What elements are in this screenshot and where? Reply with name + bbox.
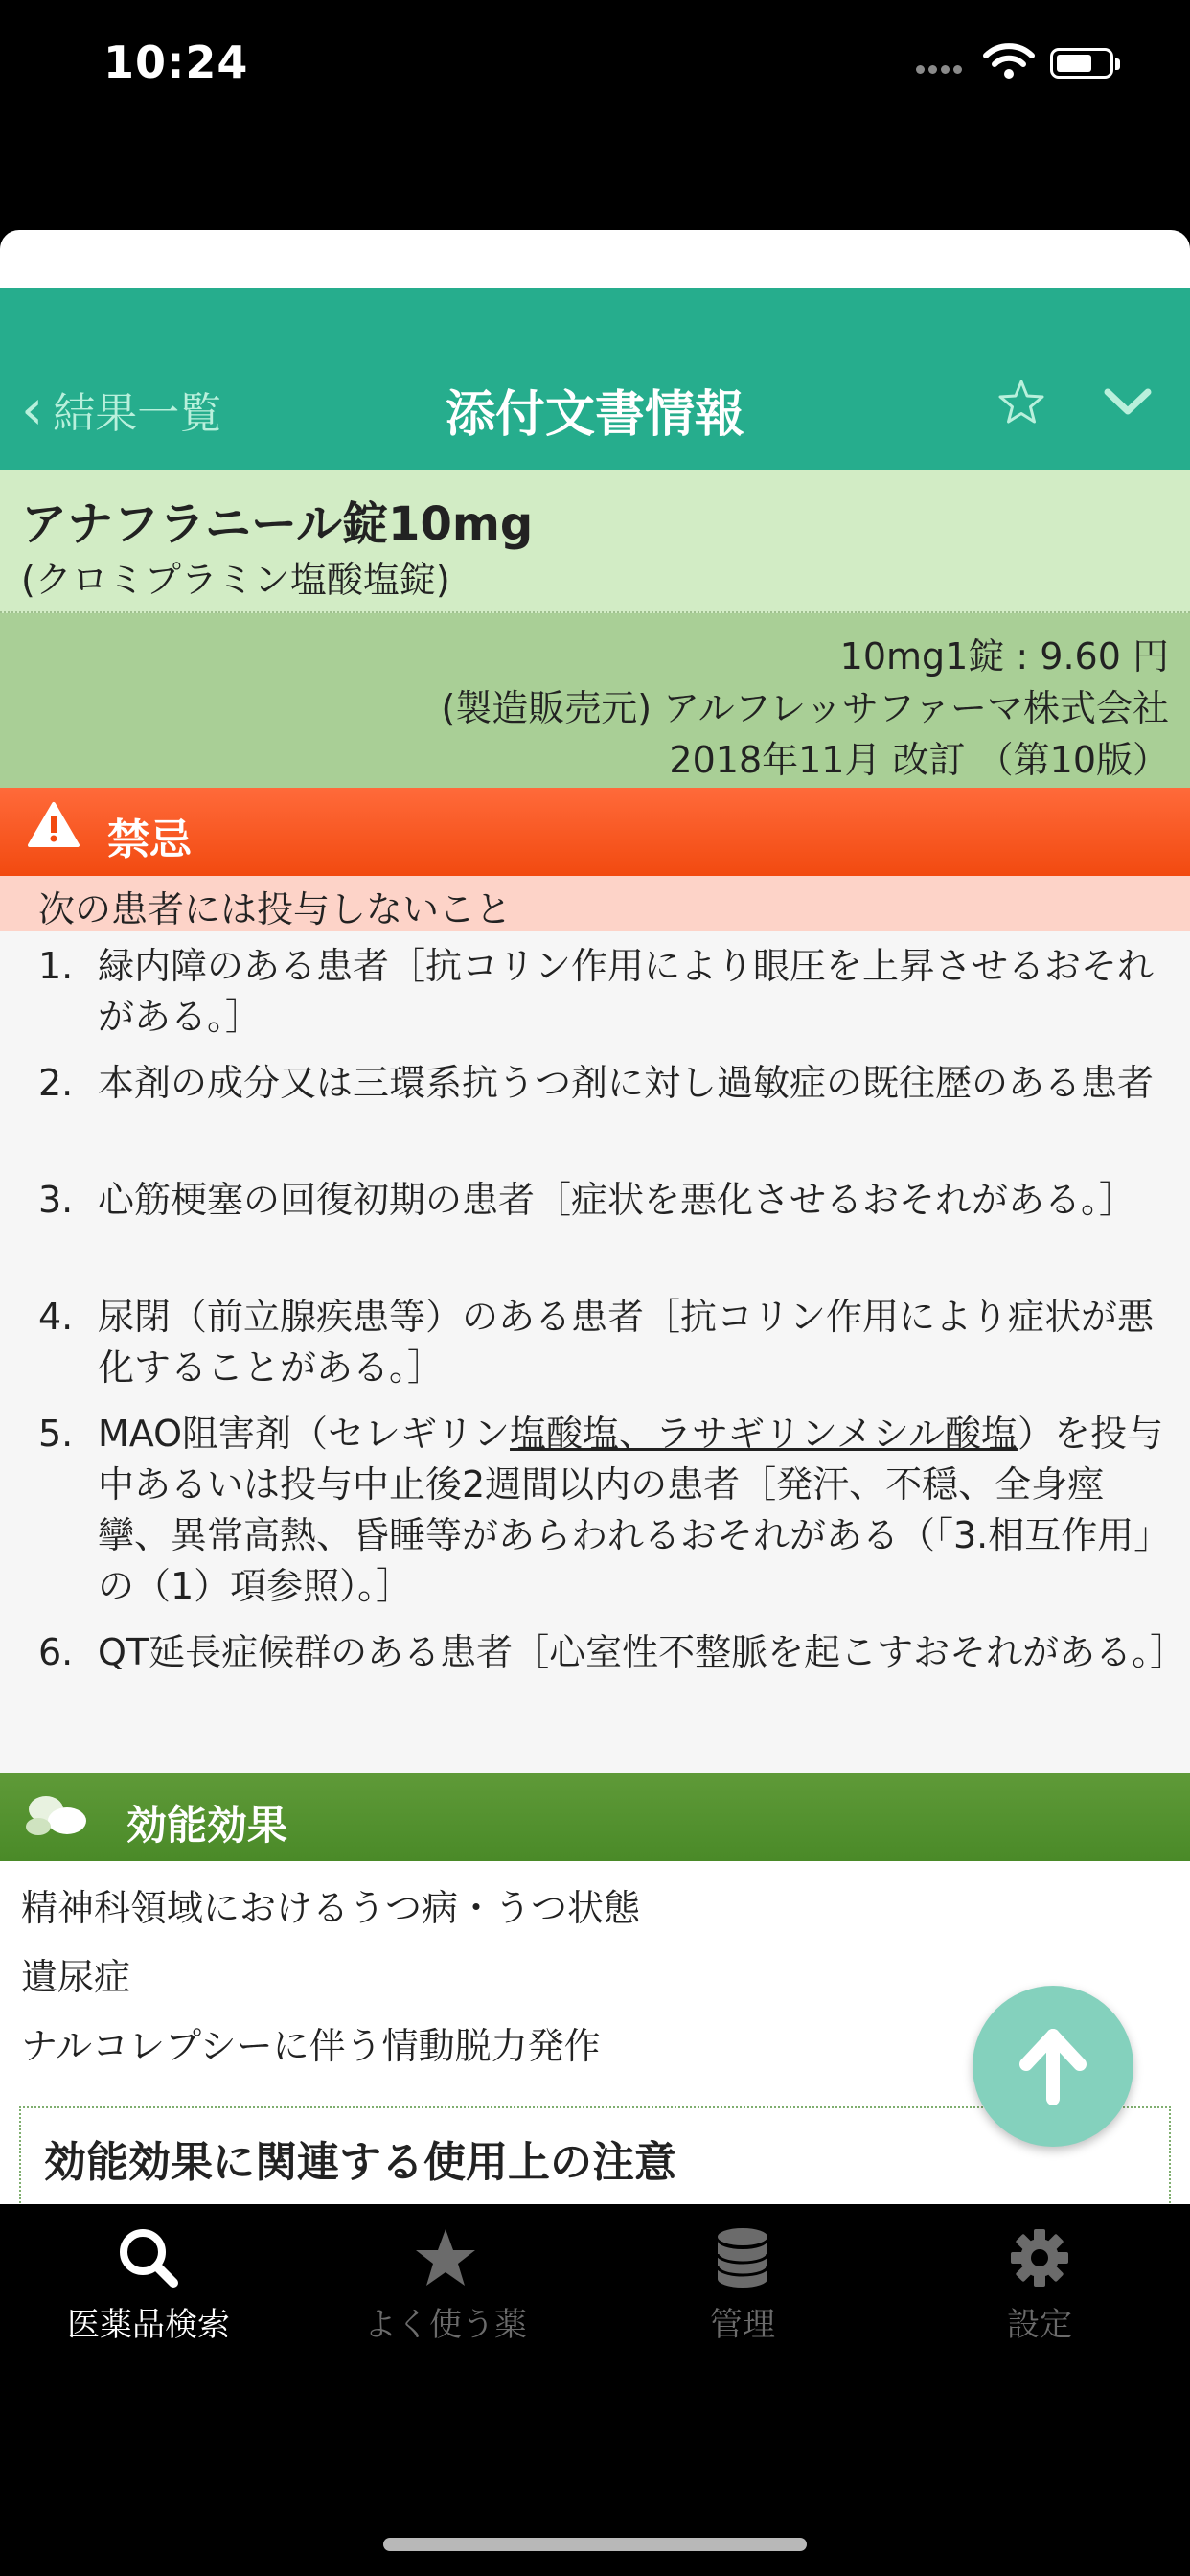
item-text: 尿閉（前立腺疾患等）のある患者［抗コリン作用により症状が悪化することがある。］ [98, 1296, 1155, 1389]
contraindications-title: 禁忌 [107, 816, 192, 864]
item-text: 緑内障のある患者［抗コリン作用により眼圧を上昇させるおそれがある。］ [98, 945, 1155, 1038]
drug-header [0, 470, 1190, 613]
favorite-star-icon[interactable] [996, 378, 1046, 431]
efficacy-header [0, 1773, 1190, 1861]
search-icon [114, 2225, 183, 2290]
item-number: 5. [38, 1413, 74, 1455]
tab-favorites[interactable] [297, 2225, 594, 2345]
tab-settings[interactable] [891, 2225, 1188, 2345]
arrow-up-icon [973, 1986, 1133, 2147]
item-text: 本剤の成分又は三環系抗うつ剤に対し過敏症の既往歴のある患者 [98, 1062, 1155, 1104]
warning-icon [27, 801, 80, 853]
pill-icon [21, 1788, 94, 1848]
star-icon [411, 2225, 480, 2290]
efficacy-item: 精神科領域におけるうつ病・うつ状態 [21, 1887, 641, 1929]
item-text: 心筋梗塞の回復初期の患者［症状を悪化させるおそれがある。］ [98, 1179, 1136, 1221]
battery-icon [1050, 48, 1113, 79]
efficacy-item: ナルコレプシーに伴う情動脱力発作 [21, 2025, 601, 2067]
efficacy-note-title: 効能効果に関連する使用上の注意 [44, 2138, 676, 2187]
contraindications-list [0, 932, 1190, 1773]
status-time: 10:24 [103, 36, 249, 88]
item-number: 3. [38, 1179, 74, 1221]
cellular-signal-icon [916, 59, 966, 78]
item-text: QT延長症候群のある患者［心室性不整脈を起こすおそれがある。］ [98, 1631, 1187, 1673]
contraindications-subtitle-text: 次の患者には投与しないこと [38, 888, 513, 931]
tab-bar [0, 2204, 1190, 2576]
contraindications-header [0, 788, 1190, 876]
tab-label: 管理 [710, 2306, 775, 2344]
navigation-bar [0, 288, 1190, 470]
chevron-down-icon[interactable] [1104, 387, 1152, 420]
chevron-left-icon: ‹ [21, 377, 44, 442]
item-number: 6. [38, 1631, 74, 1673]
drug-name: アナフラニール錠10mg [21, 497, 534, 551]
content-sheet [0, 230, 1190, 2204]
item-text [98, 1409, 1171, 1612]
back-label: 結果一覧 [53, 389, 222, 438]
item-number: 2. [38, 1062, 74, 1104]
drug-generic-name: (クロミプラミン塩酸塩錠) [21, 559, 450, 601]
efficacy-title: 効能効果 [126, 1802, 288, 1849]
gear-icon [1005, 2225, 1074, 2290]
efficacy-item: 遺尿症 [21, 1956, 131, 1998]
database-icon [708, 2225, 777, 2290]
drug-manufacturer: (製造販売元) アルフレッサファーマ株式会社 [441, 687, 1169, 729]
tab-label: よく使う薬 [364, 2306, 527, 2344]
drug-revision: 2018年11月 改訂 （第10版） [669, 739, 1169, 781]
status-bar [0, 0, 1190, 134]
page-title: 添付文書情報 [445, 386, 744, 444]
drug-meta [0, 613, 1190, 788]
item-number: 4. [38, 1296, 74, 1338]
item-text-part: MAO阻害剤（セレギリン [98, 1413, 511, 1455]
tab-label: 設定 [1007, 2306, 1072, 2344]
scroll-to-top-button[interactable] [973, 1986, 1133, 2147]
contraindications-subtitle [0, 876, 1190, 932]
item-number: 1. [38, 945, 74, 987]
tab-management[interactable] [594, 2225, 891, 2345]
drug-price: 10mg1錠 : 9.60 円 [839, 635, 1169, 678]
drug-link[interactable]: 塩酸塩、ラサギリンメシル酸塩 [510, 1413, 1018, 1455]
item-text-part: ）を投与中あるいは投与中止後2週間以内の患者［発汗、不穏、全身痙攣、異常高熱、昏睡等があらわれるおそれがある（「3.相互作用」の（1）項参照）。］ [98, 1413, 1171, 1607]
home-indicator [383, 2538, 807, 2551]
wifi-icon [983, 42, 1035, 84]
tab-label: 医薬品検索 [67, 2306, 230, 2344]
tab-drug-search[interactable] [0, 2225, 297, 2345]
